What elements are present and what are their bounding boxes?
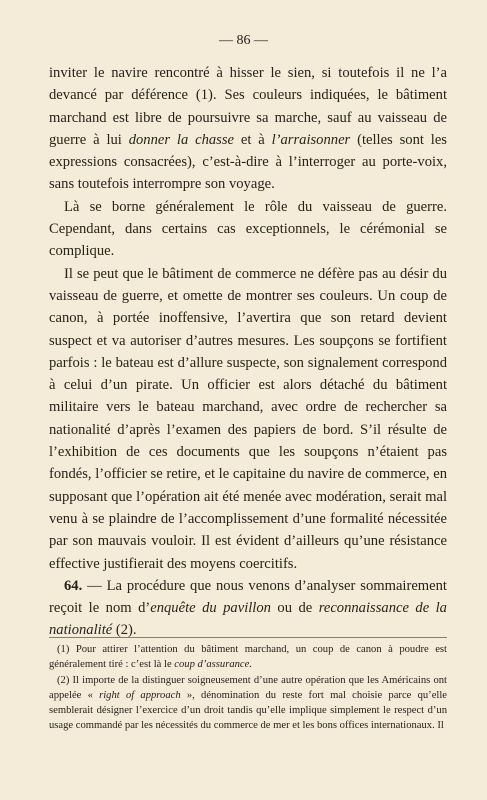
section-number: 64. bbox=[64, 577, 83, 594]
paragraph-1: inviter le navire rencontré à hisser le sien, si toutefois il ne l’a devancé par déférence (1). Ses couleurs indiquées, le bâtiment marchand est libre de poursuivre sa marche, sauf au vaisseau de guerre à lui donner la chasse et à l’arraisonner (telles sont les expressions consacrées), c’est-à-dire à l’interroger au porte-voix, sans toutefois interrompre son voyage. bbox=[49, 65, 447, 193]
paragraph-2: Là se borne généralement le rôle du vaisseau de guerre. Cependant, dans certains cas exceptionnels, le cérémonial se complique. bbox=[49, 198, 447, 260]
emphasis-enquete-du-pavillon: enquête du pavillon bbox=[150, 600, 271, 617]
emphasis-coup-d-assurance: coup d’assurance. bbox=[174, 659, 252, 671]
emphasis-donner-la-chasse: donner la chasse bbox=[128, 131, 235, 148]
emphasis-reconnaissance: reconnaissance de la nationalité bbox=[49, 600, 447, 639]
emphasis-right-of-approach: right of approach bbox=[99, 689, 181, 701]
footnotes bbox=[49, 642, 447, 734]
emphasis-arraisonner: l’arraisonner bbox=[271, 131, 351, 148]
page-number: — 86 — bbox=[219, 33, 268, 48]
paragraph-4: 64. — La procédure que nous venons d’analyser sommairement reçoit le nom d’enquête du pavillon ou de reconnaissance de la nationalité (2). bbox=[49, 577, 447, 639]
paragraph-3: Il se peut que le bâtiment de commerce ne défère pas au désir du vaisseau de guerre, et omette de montrer ses couleurs. Un coup de canon, à portée inoffensive, l’avertira que son retard devient suspect et va autoriser d’autres mesures. Les soupçons se fortifient parfois : le bateau est d’allure suspecte, son signalement correspond à celui d’un pirate. Un officier est alors détaché du bâtiment militaire vers le bateau marchand, avec ordre de rechercher sa nationalité d’après l’examen des papiers de bord. S’il résulte de l’exhibition de ces documents que les soupçons n’étaient pas fondés, l’officier se retire, et le capitaine du navire de commerce, en supposant que l’opération ait été menée avec modération, serait mal venu à se plaindre de l’accomplissement d’une formalité nécessitée par son mauvais vouloir. Il est évident d’ailleurs qu’une résistance effective justifierait des moyens coercitifs. bbox=[49, 265, 447, 572]
main-text bbox=[49, 62, 447, 642]
footnote-divider bbox=[49, 637, 447, 638]
footnote-1: (1) Pour attirer l’attention du bâtiment marchand, un coup de canon à poudre est généralement tiré : c’est là le coup d’assurance. bbox=[49, 644, 447, 671]
footnote-2: (2) Il importe de la distinguer soigneusement d’une autre opération que les Américains ont appelée « right of approach », dénomination du reste fort mal choisie parce qu’elle semblerait désigner l’exercice d’un droit tandis qu’elle implique simplement le respect d’un usage commandé par les nécessités du commerce de mer et les bons offices internationaux. Il bbox=[49, 674, 447, 732]
